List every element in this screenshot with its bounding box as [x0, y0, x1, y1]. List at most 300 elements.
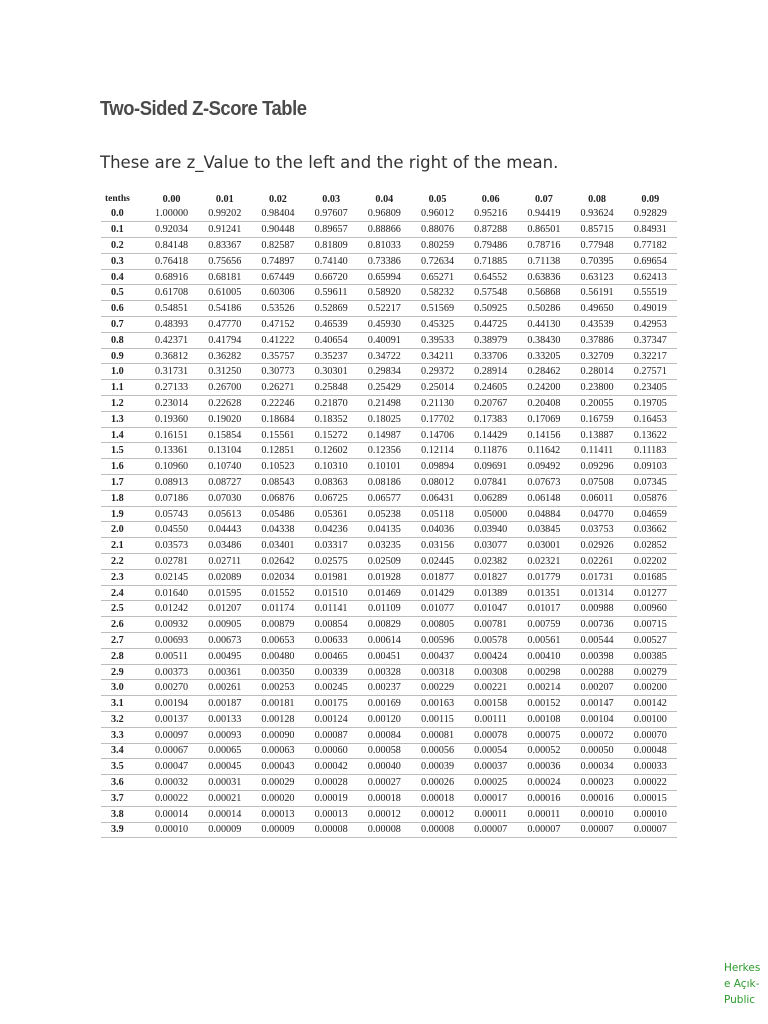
- probability-cell: 0.00511: [155, 650, 188, 662]
- probability-cell: 0.06876: [261, 492, 295, 504]
- probability-cell: 0.10960: [155, 461, 189, 473]
- probability-cell: 0.96809: [367, 208, 401, 220]
- probability-cell: 0.00075: [527, 729, 561, 741]
- probability-cell: 0.55519: [633, 287, 667, 299]
- probability-cell: 0.03940: [474, 524, 508, 536]
- probability-cell: 0.21870: [314, 397, 348, 409]
- probability-cell: 0.00137: [155, 713, 189, 725]
- probability-cell: 0.84931: [633, 224, 667, 236]
- probability-cell: 0.00012: [367, 808, 401, 820]
- probability-cell: 0.00027: [367, 777, 401, 789]
- probability-cell: 0.00988: [580, 603, 614, 615]
- probability-cell: 0.13361: [155, 445, 189, 457]
- probability-cell: 0.00561: [527, 634, 561, 646]
- probability-cell: 0.58232: [420, 287, 455, 299]
- probability-cell: 0.04135: [367, 524, 401, 536]
- probability-cell: 0.00152: [527, 698, 561, 710]
- probability-cell: 0.00014: [155, 808, 189, 820]
- z-value-cell: 2.2: [111, 555, 124, 567]
- table-row: [101, 285, 677, 301]
- probability-cell: 0.02034: [261, 571, 295, 583]
- z-value-cell: 1.2: [111, 397, 124, 409]
- z-value-cell: 2.4: [111, 587, 124, 599]
- probability-cell: 0.27133: [155, 382, 189, 394]
- z-value-cell: 0.0: [111, 208, 124, 220]
- probability-cell: 0.07345: [633, 476, 667, 488]
- probability-cell: 0.63836: [527, 271, 561, 283]
- probability-cell: 0.00653: [261, 634, 295, 646]
- probability-cell: 0.00045: [208, 761, 242, 773]
- probability-cell: 0.00078: [474, 729, 508, 741]
- probability-cell: 0.56868: [527, 287, 561, 299]
- table-row: [101, 664, 677, 680]
- probability-cell: 0.01277: [633, 587, 667, 599]
- probability-cell: 0.05118: [421, 508, 454, 520]
- probability-cell: 0.00410: [527, 650, 561, 662]
- probability-cell: 0.00253: [261, 682, 295, 694]
- column-header: 0.03: [322, 193, 341, 205]
- probability-cell: 0.58920: [367, 287, 401, 299]
- probability-cell: 0.00100: [633, 713, 667, 725]
- table-row: [101, 727, 677, 743]
- probability-cell: 0.00108: [527, 713, 561, 725]
- probability-cell: 0.00373: [155, 666, 189, 678]
- probability-cell: 0.00012: [420, 808, 455, 820]
- probability-cell: 0.00596: [420, 634, 455, 646]
- probability-cell: 0.00128: [261, 713, 295, 725]
- probability-cell: 0.24605: [474, 382, 508, 394]
- z-value-cell: 2.3: [111, 571, 124, 583]
- probability-cell: 0.00007: [633, 824, 667, 836]
- probability-cell: 0.02781: [155, 555, 189, 567]
- column-header: 0.00: [162, 193, 181, 205]
- probability-cell: 0.02575: [314, 555, 348, 567]
- probability-cell: 0.32217: [633, 350, 667, 362]
- probability-cell: 0.05486: [261, 508, 295, 520]
- probability-cell: 0.17069: [527, 413, 561, 425]
- probability-cell: 0.38979: [474, 334, 508, 346]
- table-row: [101, 680, 677, 696]
- probability-cell: 0.00033: [633, 761, 667, 773]
- probability-cell: 0.00715: [633, 619, 667, 631]
- probability-cell: 0.00040: [367, 761, 401, 773]
- probability-cell: 0.02261: [580, 555, 614, 567]
- table-row: [101, 569, 677, 585]
- probability-cell: 0.00207: [580, 682, 614, 694]
- probability-cell: 0.50286: [527, 303, 561, 315]
- probability-cell: 0.00318: [420, 666, 455, 678]
- probability-cell: 0.98404: [261, 208, 295, 220]
- probability-cell: 0.48393: [155, 318, 189, 330]
- probability-cell: 0.00034: [580, 761, 614, 773]
- probability-cell: 0.02711: [208, 555, 242, 567]
- probability-cell: 0.00424: [474, 650, 508, 662]
- probability-cell: 0.02445: [420, 555, 455, 567]
- probability-cell: 0.30773: [261, 366, 295, 378]
- column-header: 0.06: [481, 193, 500, 205]
- probability-cell: 0.42953: [633, 318, 667, 330]
- probability-cell: 0.12851: [261, 445, 295, 457]
- probability-cell: 0.04550: [155, 524, 189, 536]
- probability-cell: 0.24200: [527, 382, 561, 394]
- table-row: [101, 601, 677, 617]
- footer-line: e Açık-: [724, 978, 760, 990]
- probability-cell: 0.00025: [474, 777, 508, 789]
- probability-cell: 0.02926: [580, 540, 614, 552]
- probability-cell: 0.00010: [155, 824, 189, 836]
- probability-cell: 0.00115: [421, 713, 454, 725]
- probability-cell: 0.02509: [367, 555, 401, 567]
- column-header: 0.08: [588, 193, 606, 205]
- probability-cell: 0.17702: [420, 413, 455, 425]
- probability-cell: 0.00097: [155, 729, 189, 741]
- probability-cell: 0.00398: [580, 650, 614, 662]
- probability-cell: 0.15854: [208, 429, 242, 441]
- probability-cell: 0.72634: [420, 255, 455, 267]
- probability-cell: 0.00261: [208, 682, 242, 694]
- probability-cell: 0.01017: [527, 603, 561, 615]
- probability-cell: 0.00067: [155, 745, 189, 757]
- probability-cell: 0.09691: [474, 461, 508, 473]
- probability-cell: 0.25848: [314, 382, 348, 394]
- probability-cell: 0.00163: [420, 698, 455, 710]
- probability-cell: 0.10740: [208, 461, 242, 473]
- probability-cell: 0.00024: [527, 777, 561, 789]
- probability-cell: 0.29372: [420, 366, 455, 378]
- probability-cell: 0.05613: [208, 508, 242, 520]
- probability-cell: 0.00050: [580, 745, 614, 757]
- probability-cell: 0.49019: [633, 303, 667, 315]
- probability-cell: 0.00016: [580, 792, 614, 804]
- probability-cell: 0.02382: [474, 555, 508, 567]
- probability-cell: 0.00048: [633, 745, 667, 757]
- probability-cell: 0.00054: [474, 745, 508, 757]
- probability-cell: 0.00194: [155, 698, 189, 710]
- table-row: [101, 743, 677, 759]
- probability-cell: 0.52217: [367, 303, 401, 315]
- probability-cell: 0.01351: [527, 587, 561, 599]
- page-subtitle: These are z_Value to the left and the right of the mean.: [100, 153, 559, 172]
- probability-cell: 0.21130: [421, 397, 454, 409]
- probability-cell: 0.00013: [314, 808, 348, 820]
- probability-cell: 0.00017: [474, 792, 508, 804]
- table-row: [101, 506, 677, 522]
- probability-cell: 0.70395: [580, 255, 614, 267]
- probability-cell: 0.77948: [580, 239, 614, 251]
- probability-cell: 0.00175: [314, 698, 348, 710]
- probability-cell: 0.00007: [474, 824, 508, 836]
- probability-cell: 0.09894: [420, 461, 455, 473]
- probability-cell: 0.75656: [208, 255, 242, 267]
- probability-cell: 0.11876: [474, 445, 508, 457]
- probability-cell: 0.31250: [208, 366, 242, 378]
- table-row: [101, 253, 677, 269]
- table-row: [101, 806, 677, 822]
- probability-cell: 0.03317: [314, 540, 348, 552]
- probability-cell: 0.00245: [314, 682, 348, 694]
- z-value-cell: 0.3: [111, 255, 124, 267]
- probability-cell: 0.29834: [367, 366, 401, 378]
- probability-cell: 0.14429: [474, 429, 508, 441]
- probability-cell: 0.01314: [580, 587, 614, 599]
- probability-cell: 0.13104: [208, 445, 242, 457]
- probability-cell: 0.04443: [208, 524, 242, 536]
- footer-label: [724, 960, 768, 1008]
- probability-cell: 0.00147: [580, 698, 614, 710]
- table-row: [101, 269, 677, 285]
- probability-cell: 0.13887: [580, 429, 614, 441]
- probability-cell: 0.00495: [208, 650, 242, 662]
- probability-cell: 0.79486: [474, 239, 508, 251]
- probability-cell: 0.80259: [420, 239, 455, 251]
- probability-cell: 0.92829: [633, 208, 667, 220]
- footer-line: Public: [724, 994, 756, 1006]
- z-value-cell: 1.6: [111, 461, 124, 473]
- probability-cell: 0.44130: [527, 318, 561, 330]
- probability-cell: 0.02202: [633, 555, 667, 567]
- probability-cell: 0.01389: [474, 587, 508, 599]
- table-row: [101, 822, 677, 838]
- probability-cell: 0.00009: [208, 824, 242, 836]
- probability-cell: 0.07030: [208, 492, 242, 504]
- probability-cell: 0.07673: [527, 476, 561, 488]
- probability-cell: 0.38430: [527, 334, 561, 346]
- probability-cell: 0.00043: [261, 761, 295, 773]
- probability-cell: 0.68181: [208, 271, 242, 283]
- probability-cell: 0.12602: [314, 445, 348, 457]
- z-value-cell: 3.2: [111, 713, 124, 725]
- probability-cell: 0.00009: [261, 824, 295, 836]
- probability-cell: 0.19705: [633, 397, 667, 409]
- probability-cell: 0.28914: [474, 366, 508, 378]
- z-value-cell: 3.9: [111, 824, 124, 836]
- probability-cell: 0.54851: [155, 303, 189, 315]
- probability-cell: 0.14987: [367, 429, 401, 441]
- probability-cell: 0.04770: [580, 508, 614, 520]
- z-score-table: [101, 192, 677, 838]
- probability-cell: 0.05238: [367, 508, 401, 520]
- probability-cell: 0.40091: [367, 334, 401, 346]
- probability-cell: 0.37347: [633, 334, 667, 346]
- probability-cell: 0.00104: [580, 713, 614, 725]
- table-row: [101, 332, 677, 348]
- probability-cell: 0.00879: [261, 619, 295, 631]
- probability-cell: 0.56191: [580, 287, 614, 299]
- probability-cell: 0.02852: [633, 540, 667, 552]
- table-row: [101, 554, 677, 570]
- z-value-cell: 3.5: [111, 761, 124, 773]
- probability-cell: 0.86501: [527, 224, 561, 236]
- probability-cell: 0.35757: [261, 350, 295, 362]
- probability-cell: 0.27571: [633, 366, 667, 378]
- probability-cell: 0.64552: [474, 271, 508, 283]
- probability-cell: 0.01981: [314, 571, 348, 583]
- table-row: [101, 238, 677, 254]
- probability-cell: 0.02642: [261, 555, 295, 567]
- table-row: [101, 411, 677, 427]
- probability-cell: 0.01047: [474, 603, 508, 615]
- probability-cell: 0.34211: [421, 350, 454, 362]
- probability-cell: 0.95216: [474, 208, 508, 220]
- z-value-cell: 3.8: [111, 808, 124, 820]
- probability-cell: 0.39533: [420, 334, 455, 346]
- probability-cell: 0.00905: [208, 619, 242, 631]
- probability-cell: 0.01141: [314, 603, 348, 615]
- probability-cell: 0.00308: [474, 666, 508, 678]
- probability-cell: 0.00328: [367, 666, 401, 678]
- z-value-cell: 0.9: [111, 350, 124, 362]
- probability-cell: 0.47152: [261, 318, 295, 330]
- probability-cell: 0.28462: [527, 366, 561, 378]
- probability-cell: 0.40654: [314, 334, 348, 346]
- probability-cell: 0.09103: [633, 461, 667, 473]
- probability-cell: 0.22628: [208, 397, 242, 409]
- column-header: 0.04: [375, 193, 394, 205]
- probability-cell: 0.91241: [208, 224, 242, 236]
- probability-cell: 0.92034: [155, 224, 189, 236]
- probability-cell: 0.08012: [420, 476, 455, 488]
- probability-cell: 0.01174: [261, 603, 295, 615]
- probability-cell: 0.00036: [527, 761, 561, 773]
- z-value-cell: 0.8: [111, 334, 124, 346]
- probability-cell: 0.47770: [208, 318, 242, 330]
- page-title: Two-Sided Z-Score Table: [100, 98, 307, 120]
- probability-cell: 0.00854: [314, 619, 348, 631]
- z-value-cell: 0.4: [111, 271, 124, 283]
- probability-cell: 0.16151: [155, 429, 189, 441]
- z-value-cell: 3.7: [111, 792, 124, 804]
- probability-cell: 0.00008: [314, 824, 348, 836]
- probability-cell: 0.20767: [474, 397, 508, 409]
- probability-cell: 0.01877: [420, 571, 455, 583]
- table-row: [101, 427, 677, 443]
- table-row: [101, 490, 677, 506]
- probability-cell: 0.11642: [527, 445, 561, 457]
- table-row: [101, 348, 677, 364]
- table-row: [101, 775, 677, 791]
- z-value-cell: 2.9: [111, 666, 124, 678]
- z-value-cell: 3.0: [111, 682, 124, 694]
- probability-cell: 0.04236: [314, 524, 348, 536]
- probability-cell: 0.00016: [527, 792, 561, 804]
- probability-cell: 0.05876: [633, 492, 667, 504]
- probability-cell: 0.06577: [367, 492, 401, 504]
- probability-cell: 0.00214: [527, 682, 561, 694]
- probability-cell: 0.23800: [580, 382, 614, 394]
- probability-cell: 0.00014: [208, 808, 242, 820]
- probability-cell: 0.03235: [367, 540, 401, 552]
- probability-cell: 0.31731: [155, 366, 189, 378]
- probability-cell: 0.09492: [527, 461, 561, 473]
- probability-cell: 0.02089: [208, 571, 242, 583]
- probability-cell: 0.77182: [633, 239, 667, 251]
- probability-cell: 0.00270: [155, 682, 189, 694]
- probability-cell: 0.00093: [208, 729, 242, 741]
- probability-cell: 0.35237: [314, 350, 348, 362]
- z-value-cell: 2.0: [111, 524, 124, 536]
- probability-cell: 0.00007: [580, 824, 614, 836]
- z-value-cell: 2.8: [111, 650, 124, 662]
- column-header: 0.01: [215, 193, 234, 205]
- z-value-cell: 1.4: [111, 429, 124, 441]
- probability-cell: 0.50925: [474, 303, 508, 315]
- probability-cell: 0.10310: [314, 461, 348, 473]
- probability-cell: 0.04036: [420, 524, 455, 536]
- table-row: [101, 696, 677, 712]
- probability-cell: 0.30301: [314, 366, 348, 378]
- probability-cell: 0.26271: [261, 382, 295, 394]
- probability-cell: 0.14706: [420, 429, 455, 441]
- probability-cell: 0.17383: [474, 413, 508, 425]
- column-header: 0.05: [428, 193, 447, 205]
- z-value-cell: 1.8: [111, 492, 124, 504]
- probability-cell: 0.00544: [580, 634, 614, 646]
- probability-cell: 0.00120: [367, 713, 401, 725]
- probability-cell: 0.11411: [580, 445, 614, 457]
- probability-cell: 0.00042: [314, 761, 348, 773]
- probability-cell: 0.01827: [474, 571, 508, 583]
- probability-cell: 0.00237: [367, 682, 401, 694]
- probability-cell: 0.00361: [208, 666, 242, 678]
- probability-cell: 0.10101: [367, 461, 401, 473]
- z-value-cell: 2.7: [111, 634, 124, 646]
- probability-cell: 0.00339: [314, 666, 348, 678]
- probability-cell: 0.00060: [314, 745, 348, 757]
- probability-cell: 0.00527: [633, 634, 667, 646]
- probability-cell: 0.23405: [633, 382, 667, 394]
- probability-cell: 0.04338: [261, 524, 295, 536]
- z-value-cell: 3.1: [111, 698, 124, 710]
- probability-cell: 0.00022: [633, 777, 667, 789]
- probability-cell: 0.73386: [367, 255, 401, 267]
- probability-cell: 0.01928: [367, 571, 401, 583]
- probability-cell: 0.00298: [527, 666, 561, 678]
- probability-cell: 0.81033: [367, 239, 401, 251]
- probability-cell: 0.44725: [474, 318, 508, 330]
- table-row: [101, 633, 677, 649]
- probability-cell: 0.97607: [314, 208, 348, 220]
- probability-cell: 0.43539: [580, 318, 614, 330]
- probability-cell: 0.62413: [633, 271, 667, 283]
- probability-cell: 0.02321: [527, 555, 561, 567]
- probability-cell: 0.74140: [314, 255, 348, 267]
- probability-cell: 0.67449: [261, 271, 295, 283]
- probability-cell: 0.00032: [155, 777, 189, 789]
- probability-cell: 0.05361: [314, 508, 348, 520]
- probability-cell: 0.42371: [155, 334, 189, 346]
- probability-cell: 0.00229: [420, 682, 455, 694]
- probability-cell: 0.00385: [633, 650, 667, 662]
- probability-cell: 0.09296: [580, 461, 614, 473]
- probability-cell: 0.01109: [367, 603, 401, 615]
- z-value-cell: 0.7: [111, 318, 124, 330]
- probability-cell: 0.00047: [155, 761, 189, 773]
- table-header-row: [101, 192, 677, 206]
- probability-cell: 0.59611: [314, 287, 348, 299]
- probability-cell: 0.00031: [208, 777, 242, 789]
- probability-cell: 0.08363: [314, 476, 348, 488]
- probability-cell: 0.96012: [420, 208, 455, 220]
- probability-cell: 0.00063: [261, 745, 295, 757]
- probability-cell: 0.08913: [155, 476, 189, 488]
- probability-cell: 0.00011: [474, 808, 508, 820]
- probability-cell: 0.49650: [580, 303, 614, 315]
- probability-cell: 0.76418: [155, 255, 189, 267]
- probability-cell: 0.00480: [261, 650, 295, 662]
- probability-cell: 0.00465: [314, 650, 348, 662]
- probability-cell: 0.25014: [420, 382, 455, 394]
- probability-cell: 0.15561: [261, 429, 295, 441]
